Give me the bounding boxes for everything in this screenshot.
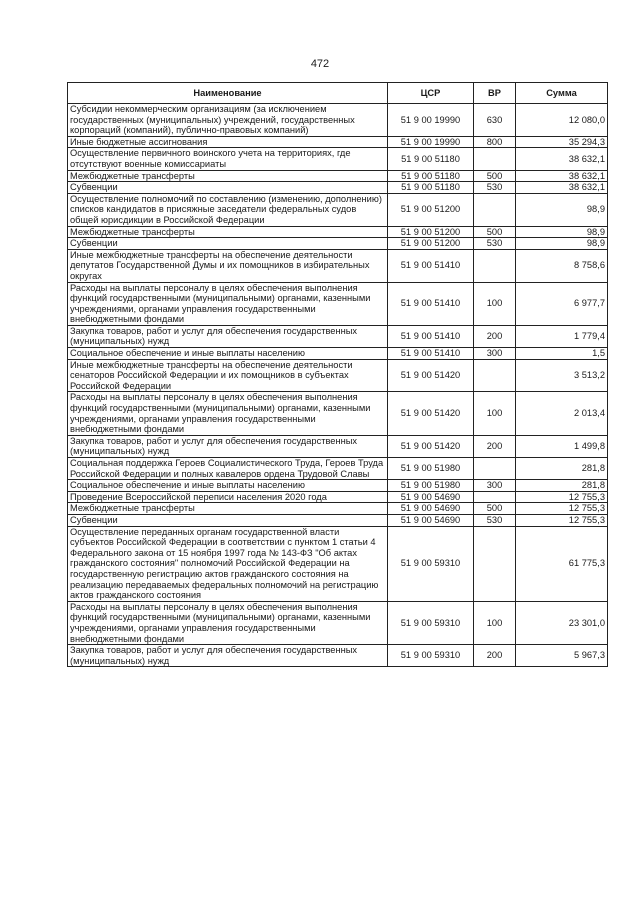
cell-name: Иные межбюджетные трансферты на обеспечение деятельности сенаторов Российской Федерации и их помощников в субъектах Российской Федерации [68,359,388,392]
cell-vr [474,359,516,392]
column-header-vr: ВР [474,83,516,104]
cell-sum: 38 632,1 [516,170,608,182]
cell-name: Субвенции [68,238,388,250]
cell-csr: 51 9 00 51410 [388,348,474,360]
budget-table [67,82,608,667]
cell-sum: 98,9 [516,238,608,250]
cell-sum: 12 080,0 [516,104,608,137]
cell-csr: 51 9 00 51420 [388,435,474,457]
cell-name: Иные межбюджетные трансферты на обеспечение деятельности депутатов Государственной Думы и их помощников в избирательных округах [68,249,388,282]
column-header-name: Наименование [68,83,388,104]
cell-name: Осуществление полномочий по составлению (изменению, дополнению) списков кандидатов в присяжные заседатели федеральных судов общей юрисдикции в Российской Федерации [68,193,388,226]
cell-vr [474,526,516,601]
cell-csr: 51 9 00 19990 [388,104,474,137]
cell-name: Иные бюджетные ассигнования [68,136,388,148]
cell-csr: 51 9 00 51410 [388,325,474,347]
cell-csr: 51 9 00 51180 [388,148,474,170]
cell-vr [474,458,516,480]
cell-vr: 500 [474,503,516,515]
cell-csr: 51 9 00 51180 [388,170,474,182]
cell-sum: 38 632,1 [516,148,608,170]
cell-vr [474,249,516,282]
table-row [68,491,608,503]
cell-name: Межбюджетные трансферты [68,170,388,182]
cell-sum: 38 632,1 [516,182,608,194]
cell-csr: 51 9 00 51420 [388,392,474,435]
cell-csr: 51 9 00 51980 [388,480,474,492]
cell-name: Закупка товаров, работ и услуг для обеспечения государственных (муниципальных) нужд [68,435,388,457]
table-row [68,514,608,526]
table-row [68,148,608,170]
table-row [68,136,608,148]
cell-name: Закупка товаров, работ и услуг для обеспечения государственных (муниципальных) нужд [68,325,388,347]
table-row [68,645,608,667]
cell-name: Социальная поддержка Героев Социалистического Труда, Героев Труда Российской Федерации и полных кавалеров ордена Трудовой Славы [68,458,388,480]
table-row [68,458,608,480]
table-row [68,526,608,601]
cell-name: Межбюджетные трансферты [68,503,388,515]
cell-vr: 530 [474,514,516,526]
cell-name: Социальное обеспечение и иные выплаты населению [68,348,388,360]
cell-sum: 61 775,3 [516,526,608,601]
cell-name: Субвенции [68,182,388,194]
cell-vr: 100 [474,392,516,435]
table-row [68,282,608,325]
cell-sum: 12 755,3 [516,514,608,526]
cell-name: Закупка товаров, работ и услуг для обеспечения государственных (муниципальных) нужд [68,645,388,667]
cell-csr: 51 9 00 59310 [388,601,474,644]
cell-vr: 200 [474,325,516,347]
cell-name: Субвенции [68,514,388,526]
cell-vr: 530 [474,182,516,194]
cell-vr: 300 [474,480,516,492]
column-header-csr: ЦСР [388,83,474,104]
cell-sum: 3 513,2 [516,359,608,392]
cell-vr: 800 [474,136,516,148]
cell-name: Осуществление первичного воинского учета на территориях, где отсутствуют военные комиссариаты [68,148,388,170]
cell-name: Осуществление переданных органам государственной власти субъектов Российской Федерации в соответствии с пунктом 1 статьи 4 Федерального закона от 15 ноября 1997 года № 143-ФЗ "Об актах гражданского состояния" полномочий Российской Федерации на государственную регистрацию актов гражданского состояния на реализацию передаваемых федеральных полномочий на регистрацию актов гражданского состояния [68,526,388,601]
table-row [68,226,608,238]
table-row [68,435,608,457]
cell-vr: 530 [474,238,516,250]
table-row [68,480,608,492]
cell-vr: 100 [474,601,516,644]
table-row [68,193,608,226]
cell-sum: 5 967,3 [516,645,608,667]
table-row [68,238,608,250]
cell-csr: 51 9 00 59310 [388,645,474,667]
page-number: 472 [310,58,330,70]
cell-sum: 1,5 [516,348,608,360]
cell-vr [474,193,516,226]
cell-vr: 100 [474,282,516,325]
cell-sum: 98,9 [516,226,608,238]
cell-name: Субсидии некоммерческим организациям (за исключением государственных (муниципальных) учреждений, государственных корпораций (компаний), публично-правовых компаний) [68,104,388,137]
table-row [68,348,608,360]
table-row [68,601,608,644]
table-body [68,104,608,667]
cell-sum: 12 755,3 [516,503,608,515]
cell-name: Расходы на выплаты персоналу в целях обеспечения выполнения функций государственными (муниципальными) органами, казенными учреждениями, органами управления государственными внебюджетными фондами [68,392,388,435]
cell-sum: 23 301,0 [516,601,608,644]
cell-vr: 630 [474,104,516,137]
cell-csr: 51 9 00 51200 [388,193,474,226]
cell-csr: 51 9 00 51200 [388,226,474,238]
cell-sum: 281,8 [516,458,608,480]
table-row [68,359,608,392]
cell-csr: 51 9 00 51420 [388,359,474,392]
cell-sum: 281,8 [516,480,608,492]
cell-sum: 6 977,7 [516,282,608,325]
table-row [68,503,608,515]
cell-csr: 51 9 00 51980 [388,458,474,480]
cell-csr: 51 9 00 54690 [388,491,474,503]
cell-name: Проведение Всероссийской переписи населения 2020 года [68,491,388,503]
table-header-row [68,83,608,104]
cell-name: Расходы на выплаты персоналу в целях обеспечения выполнения функций государственными (муниципальными) органами, казенными учреждениями, органами управления государственными внебюджетными фондами [68,282,388,325]
cell-vr: 500 [474,226,516,238]
cell-csr: 51 9 00 54690 [388,503,474,515]
cell-sum: 35 294,3 [516,136,608,148]
table-row [68,325,608,347]
cell-sum: 2 013,4 [516,392,608,435]
cell-name: Социальное обеспечение и иные выплаты населению [68,480,388,492]
cell-csr: 51 9 00 59310 [388,526,474,601]
table-row [68,249,608,282]
cell-csr: 51 9 00 51180 [388,182,474,194]
table-row [68,392,608,435]
cell-vr: 200 [474,435,516,457]
cell-vr: 500 [474,170,516,182]
cell-vr [474,148,516,170]
cell-csr: 51 9 00 54690 [388,514,474,526]
cell-sum: 1 779,4 [516,325,608,347]
table-row [68,182,608,194]
cell-csr: 51 9 00 51410 [388,249,474,282]
cell-name: Расходы на выплаты персоналу в целях обеспечения выполнения функций государственными (муниципальными) органами, казенными учреждениями, органами управления государственными внебюджетными фондами [68,601,388,644]
cell-sum: 12 755,3 [516,491,608,503]
cell-vr: 300 [474,348,516,360]
cell-vr [474,491,516,503]
cell-vr: 200 [474,645,516,667]
cell-name: Межбюджетные трансферты [68,226,388,238]
cell-sum: 98,9 [516,193,608,226]
cell-csr: 51 9 00 51410 [388,282,474,325]
cell-csr: 51 9 00 51200 [388,238,474,250]
column-header-sum: Сумма [516,83,608,104]
cell-sum: 8 758,6 [516,249,608,282]
table-row [68,170,608,182]
cell-csr: 51 9 00 19990 [388,136,474,148]
cell-sum: 1 499,8 [516,435,608,457]
table-row [68,104,608,137]
